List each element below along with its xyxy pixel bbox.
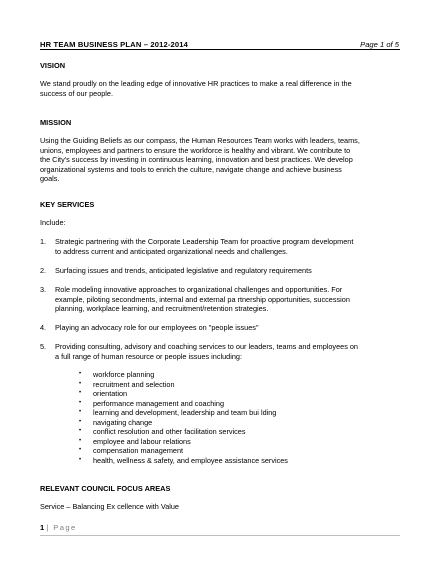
bullet-icon: •: [79, 399, 82, 406]
council-focus-heading: RELEVANT COUNCIL FOCUS AREAS: [40, 484, 171, 493]
bullet-text: compensation management: [93, 446, 184, 455]
list-item-number: 3.: [40, 285, 47, 294]
list-item-number: 2.: [40, 266, 47, 275]
page-footer: [40, 523, 77, 532]
bullet-icon: •: [79, 371, 82, 377]
vision-line: We stand proudly on the leading edge of innovative HR practices to make a real difference in the: [40, 79, 352, 88]
bullet-icon: •: [79, 418, 82, 425]
bullet-text: navigating change: [93, 417, 153, 427]
key-services-heading: KEY SERVICES: [40, 200, 95, 209]
bullet-icon: •: [79, 409, 82, 415]
bullet-text: performance management and coaching: [93, 398, 225, 408]
footer-page-number: 1: [40, 523, 45, 532]
list-item-number: 5.: [40, 342, 47, 351]
page-counter: Page 1 of 5: [360, 40, 399, 49]
vision-line: success of our people.: [40, 88, 114, 98]
bullet-icon: •: [79, 390, 82, 396]
list-item-line: Strategic partnering with the Corporate Leadership Team for proactive program development: [55, 237, 354, 246]
bullet-item: [79, 408, 288, 418]
list-item-line: a full range of human resource or people issues including:: [55, 351, 242, 361]
bullet-icon: •: [79, 456, 82, 463]
bullet-text: recruitment and selection: [93, 379, 175, 389]
bullet-text: employee and labour relations: [93, 436, 191, 446]
list-item-line: Role modeling innovative approaches to organizational challenges and opportunities. For: [55, 285, 343, 294]
bullet-text: learning and development, leadership and team bui lding: [93, 408, 277, 417]
document-title: HR TEAM BUSINESS PLAN – 2012-2014: [40, 40, 189, 49]
bullet-text: health, wellness & safety, and employee assistance services: [93, 455, 288, 465]
mission-heading: MISSION: [40, 118, 72, 127]
bullet-item: [79, 399, 288, 409]
bullet-item: [79, 446, 288, 456]
bullet-item: [79, 437, 288, 447]
list-item-text: [55, 342, 402, 361]
bullet-icon: •: [79, 428, 82, 434]
list-item-line: example, piloting secondments, internal and external pa rtnership opportunities, succession: [55, 294, 350, 304]
bullet-item: [79, 456, 288, 466]
list-item-line: Playing an advocacy role for our employees on "people issues": [55, 323, 259, 332]
bullet-item: [79, 389, 288, 399]
vision-heading: VISION: [40, 61, 66, 70]
bullet-item: [79, 427, 288, 437]
list-item-line: planning, workplace learning, and recruitment/retention strategies.: [55, 304, 269, 314]
footer-divider: [40, 535, 400, 536]
bullet-item: [79, 380, 288, 390]
mission-line: unions, employees and partners to ensure the workforce is healthy and vibrant. We contribute to: [40, 145, 351, 155]
list-item-text: [55, 285, 402, 314]
bullet-icon: •: [79, 447, 82, 453]
list-item-number: 1.: [40, 237, 47, 246]
list-item-line: to address current and anticipated organizational needs and challenges.: [55, 246, 288, 256]
mission-line: Using the Guiding Beliefs as our compass, the Human Resources Team works with leaders, teams,: [40, 136, 360, 145]
bullet-text: orientation: [93, 389, 128, 398]
bullet-item: [79, 370, 288, 380]
include-label: Include:: [40, 218, 66, 227]
mission-line: goals.: [40, 174, 60, 184]
bullet-icon: •: [79, 380, 82, 387]
list-item-text: [55, 323, 402, 333]
list-item-text: [55, 266, 402, 276]
list-item-line: Surfacing issues and trends, anticipated legislative and regulatory requirements: [55, 266, 312, 275]
header-divider: [40, 49, 400, 50]
list-item-number: 4.: [40, 323, 47, 332]
vision-paragraph: [40, 79, 402, 98]
list-item-line: Providing consulting, advisory and coaching services to our leaders, teams and employees on: [55, 342, 358, 351]
council-focus-line: Service – Balancing Ex cellence with Value: [40, 502, 179, 511]
bullet-text: workforce planning: [93, 370, 155, 379]
footer-page-label: | Page: [46, 523, 77, 532]
services-bullet-list: [79, 370, 288, 465]
list-item-text: [55, 237, 402, 256]
mission-line: organizational systems and tools to enrich the culture, navigate change and achieve business: [40, 164, 342, 174]
mission-paragraph: [40, 136, 402, 184]
mission-line: the City's success by investing in continuous learning, innovation and best practices. We develop: [40, 155, 353, 165]
bullet-icon: •: [79, 437, 82, 444]
bullet-text: conflict resolution and other facilitation services: [93, 427, 246, 436]
bullet-item: [79, 418, 288, 428]
